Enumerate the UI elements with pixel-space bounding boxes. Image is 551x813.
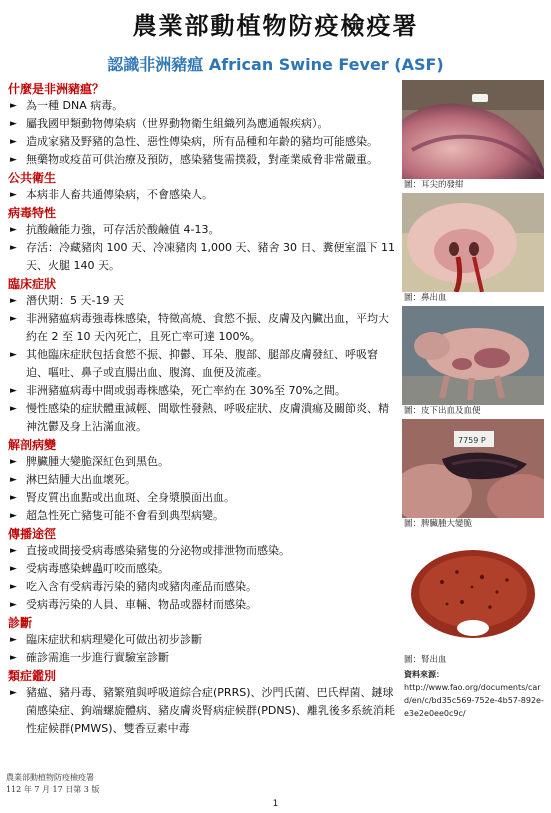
figure-kidney-hemorrhage (402, 532, 544, 720)
bullet-icon: ► (10, 314, 17, 324)
list-item-text: 潛伏期：5 天-19 天 (26, 294, 124, 307)
figure-caption: 圖：腎出血 (404, 655, 447, 665)
nose-bleeding-photo (402, 193, 544, 292)
bullet-icon: ► (10, 653, 17, 663)
list-item (8, 186, 398, 204)
bullet-icon: ► (10, 296, 17, 306)
list-item (8, 471, 398, 489)
list-item (8, 560, 398, 578)
list-item (8, 97, 398, 115)
list-item (8, 151, 398, 169)
bullet-icon: ► (10, 404, 17, 414)
section (8, 170, 398, 204)
page-number: 1 (272, 799, 279, 809)
list-item (8, 578, 398, 596)
list-item (8, 453, 398, 471)
footer (6, 772, 99, 796)
section (8, 437, 398, 525)
section (8, 276, 398, 436)
list-item-text: 脾臟腫大變脆深紅色到黑色。 (26, 455, 169, 468)
figure-caption: 圖：脾臟腫大變脆 (404, 519, 473, 529)
bullet-icon: ► (10, 582, 17, 592)
list-item-text: 屬我國甲類動物傳染病（世界動物衛生組織列為應通報疾病）。 (26, 117, 329, 130)
section (8, 81, 398, 169)
bullet-icon: ► (10, 475, 17, 485)
list-item (8, 115, 398, 133)
list-item-text: 臨床症狀和病理變化可做出初步診斷 (26, 633, 202, 646)
page-title: 農業部動植物防疫檢疫署 (132, 11, 419, 40)
figure-caption: 圖：鼻出血 (404, 293, 447, 303)
list-item-text: 受病毒污染的人員、車輛、物品或器材而感染。 (26, 598, 257, 611)
section-title: 臨床症狀 (8, 277, 57, 291)
list-item (8, 133, 398, 151)
list-item (8, 310, 398, 346)
figure-ear-cyanosis (402, 80, 544, 193)
list-item (8, 507, 398, 525)
source-label: 資料來源： (404, 670, 444, 679)
section (8, 668, 398, 738)
section (8, 615, 398, 667)
bullet-icon: ► (10, 101, 17, 111)
list-item (8, 631, 398, 649)
section (8, 526, 398, 614)
list-item (8, 239, 398, 275)
list-item-text: 受病毒感染蜱蟲叮咬而感染。 (26, 562, 169, 575)
bullet-icon: ► (10, 546, 17, 556)
list-item-text: 造成家豬及野豬的急性、惡性傳染病，所有品種和年齡的豬均可能感染。 (26, 135, 378, 148)
bullet-icon: ► (10, 564, 17, 574)
list-item-text: 確診需進一步進行實驗室診斷 (26, 651, 169, 664)
figure-subcutaneous-hemorrhage (402, 306, 544, 419)
list-item-text: 無藥物或疫苗可供治療及預防，感染豬隻需撲殺，對產業威脅非常嚴重。 (26, 153, 378, 166)
list-item (8, 221, 398, 239)
page-subtitle: 認識非洲豬瘟 African Swine Fever (ASF) (107, 55, 444, 74)
list-item (8, 382, 398, 400)
list-item (8, 649, 398, 667)
bullet-icon: ► (10, 243, 17, 253)
section-title: 傳播途徑 (8, 527, 57, 541)
source-url[interactable]: http://www.fao.org/documents/card/en/c/bd35c569-752e-4b57-892e-e3e2e0ee0c9c/ (404, 683, 544, 718)
figure-caption: 圖：耳尖的發紺 (404, 180, 464, 190)
bullet-icon: ► (10, 350, 17, 360)
list-item (8, 346, 398, 382)
list-item (8, 684, 398, 738)
enlarged-spleen-photo (402, 419, 544, 518)
figure-caption: 圖：皮下出血及血便 (404, 406, 481, 416)
list-item (8, 542, 398, 560)
list-item-text: 超急性死亡豬隻可能不會看到典型病變。 (26, 509, 224, 522)
content-column (8, 80, 398, 738)
section-title: 解剖病變 (8, 438, 57, 452)
list-item (8, 292, 398, 310)
list-item-text: 直接或間接受病毒感染豬隻的分泌物或排泄物而感染。 (26, 544, 290, 557)
footer-org: 農業部動植物防疫檢疫署 (6, 773, 94, 782)
list-item-text: 吃入含有受病毒污染的豬肉或豬肉產品而感染。 (26, 580, 257, 593)
list-item-text: 抗酸鹼能力強，可存活於酸鹼值 4-13。 (26, 223, 220, 236)
bullet-icon: ► (10, 155, 17, 165)
figure-nose-bleeding (402, 193, 544, 306)
subcutaneous-hemorrhage-photo (402, 306, 544, 405)
bullet-icon: ► (10, 386, 17, 396)
bullet-icon: ► (10, 119, 17, 129)
list-item-text: 為一種 DNA 病毒。 (26, 99, 124, 112)
list-item (8, 596, 398, 614)
section (8, 205, 398, 275)
section-title: 診斷 (8, 616, 33, 630)
bullet-icon: ► (10, 190, 17, 200)
list-item (8, 400, 398, 436)
list-item-text: 非洲豬瘟病毒強毒株感染，特徵高燒、食慾不振、皮膚及內臟出血，平均大約在 2 至 10 天內死亡，且死亡率可達 100%。 (26, 312, 389, 343)
ear-cyanosis-photo (402, 80, 544, 179)
section-title: 病毒特性 (8, 206, 57, 220)
section-title: 類症鑑別 (8, 669, 57, 683)
bullet-icon: ► (10, 137, 17, 147)
list-item-text: 慢性感染的症狀體重減輕、間歇性發熱、呼吸症狀、皮膚潰瘍及關節炎、精神沈鬱及身上沾滿血液。 (26, 402, 389, 433)
bullet-icon: ► (10, 511, 17, 521)
kidney-hemorrhage-photo (402, 532, 544, 654)
list-item (8, 489, 398, 507)
list-item-text: 存活：冷藏豬肉 100 天、冷凍豬肉 1,000 天、豬舍 30 日、糞便室溫下 11 天、火腿 140 天。 (26, 241, 395, 272)
figure-column (402, 80, 544, 720)
section-title: 什麼是非洲豬瘟？ (8, 82, 105, 96)
specimen-tag-text: 7759 P (458, 436, 486, 445)
footer-edition: 112 年 7 月 17 日第 3 版 (6, 785, 100, 794)
bullet-icon: ► (10, 600, 17, 610)
bullet-icon: ► (10, 493, 17, 503)
list-item-text: 豬瘟、豬丹毒、豬繁殖與呼吸道綜合症(PRRS)、沙門氏菌、巴氏桿菌、鏈球菌感染症、鉤端螺旋體病、豬皮膚炎腎病症候群(PDNS)、離乳後多系統消耗性症候群(PMWS)、雙香豆素中毒 (26, 686, 395, 735)
bullet-icon: ► (10, 688, 17, 698)
list-item-text: 本病非人畜共通傳染病，不會感染人。 (26, 188, 213, 201)
section-title: 公共衛生 (8, 171, 57, 185)
list-item-text: 腎皮質出血點或出血斑、全身漿膜面出血。 (26, 491, 235, 504)
bullet-icon: ► (10, 457, 17, 467)
figure-enlarged-spleen (402, 419, 544, 532)
list-item-text: 其他臨床症狀包括食慾不振、抑鬱、耳朵、腹部、腿部皮膚發紅、呼吸窘迫、嘔吐、鼻子或直腸出血、腹瀉、血便及流產。 (26, 348, 378, 379)
list-item-text: 淋巴結腫大出血壞死。 (26, 473, 136, 486)
bullet-icon: ► (10, 225, 17, 235)
bullet-icon: ► (10, 635, 17, 645)
list-item-text: 非洲豬瘟病毒中間或弱毒株感染，死亡率約在 30%至 70%之間。 (26, 384, 346, 397)
